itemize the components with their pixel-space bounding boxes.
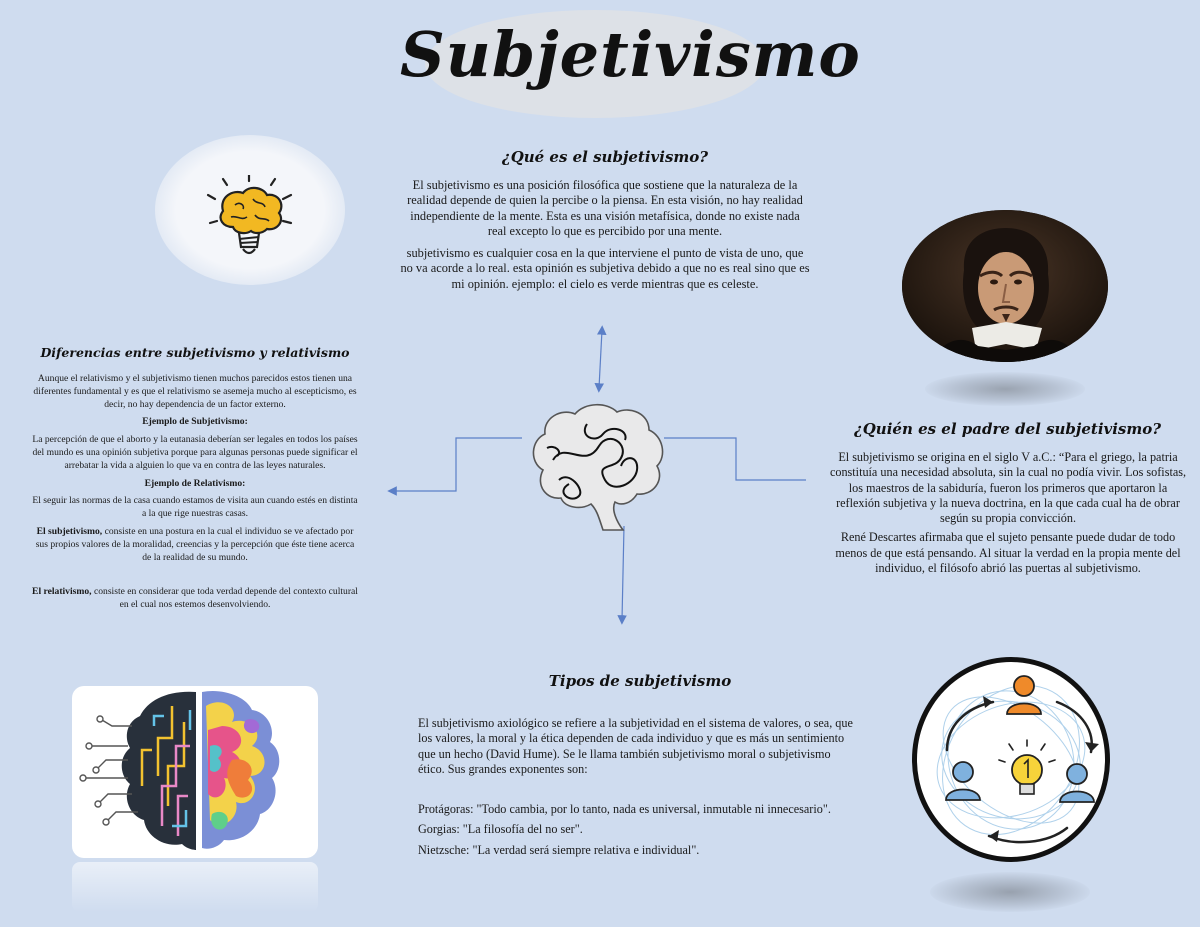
subjetivismo-definicion	[30, 526, 360, 564]
ejemplo-relativismo-label: Ejemplo de Relativismo:	[144, 477, 246, 489]
portrait-shadow	[925, 372, 1085, 406]
brain-circuit-art-image	[72, 686, 318, 858]
diferencias-intro: Aunque el relativismo y el subjetivismo tienen muchos parecidos estos tienen una diferentes fundamental y es que el relativismo se asemeja mucho al escepticismo, es decir, no hay dependencia de un factor externo.	[33, 373, 357, 410]
subjetivismo-rest: consiste en una postura en la cual el individuo se ve afectado por sus propios valores de la moralidad, creencias y la percepción que éste tiene acerca de la realidad de su mundo.	[35, 525, 355, 563]
padre-heading: ¿Quién es el padre del subjetivismo?	[853, 420, 1162, 438]
quote-gorgias: Gorgias: "La filosofía del no ser".	[418, 822, 583, 837]
page-title: Subjetivismo	[400, 18, 861, 91]
relativismo-definicion	[30, 586, 360, 612]
tipos-paragraph: El subjetivismo axiológico se refiere a la subjetividad en el sistema de valores, o sea, que los valores, la moral y la ética dependen de cada individuo y que es más un sentimiento que un hecho (David Hume). Se le llama también subjetivismo moral o subjetivismo ético. Sus grandes exponentes son:	[418, 716, 853, 776]
image-reflection	[72, 862, 318, 912]
que-es-heading: ¿Qué es el subjetivismo?	[501, 148, 709, 166]
ejemplo-subjetivismo-text: La percepción de que el aborto y la eutanasia deberían ser legales en todos los países del mundo es una opinión subjetiva porque para algunas personas puede significar el arrebatar la vida a alguien lo que va en contra de las leyes naturales.	[32, 434, 358, 471]
subjetivismo-bold: El subjetivismo,	[36, 525, 103, 537]
quote-protagoras: Protágoras: "Todo cambia, por lo tanto, nada es universal, inmutable ni innecesario".	[418, 802, 831, 817]
portrait-image	[902, 210, 1108, 362]
que-es-paragraph-2: subjetivismo es cualquier cosa en la que interviene el punto de vista de uno, que no va acorde a lo real. esta opinión es subjetiva debido a que no es real sino que es mi opinión. ejemplo: el cielo es verde mientras que es celeste.	[400, 246, 810, 291]
tipos-section	[418, 716, 858, 858]
ejemplo-relativismo-text: El seguir las normas de la casa cuando estamos de visita aun cuando estés en distinta a la que rige nuestras casas.	[32, 495, 358, 520]
tipos-heading: Tipos de subjetivismo	[548, 672, 732, 690]
relativismo-bold: El relativismo,	[32, 586, 92, 598]
padre-paragraph-2: René Descartes afirmaba que el sujeto pensante puede dudar de todo menos de que está pensando. Al situar la verdad en la propia mente del individuo, el filósofo abrió las puertas al subjetivismo.	[835, 530, 1181, 576]
brain-doodle-icon	[525, 400, 670, 535]
que-es-paragraph-1: El subjetivismo es una posición filosófica que sostiene que la naturaleza de la realidad depende de quien la percibe o la piensa. En esta visión, no hay realidad independiente de la mente. Esta es una visión metafísica, donde no existe nada real excepto lo que es percibido por una mente.	[407, 178, 803, 238]
relativismo-rest: consiste en considerar que toda verdad depende del contexto cultural en el cual nos estemos desenvolviendo.	[91, 586, 358, 611]
lightbulb-brain-icon	[205, 175, 297, 260]
circle-shadow	[930, 872, 1090, 912]
quote-nietzsche: Nietzsche: "La verdad será siempre relativa e individual".	[418, 842, 700, 857]
que-es-section	[400, 178, 810, 292]
padre-section	[828, 450, 1188, 576]
padre-paragraph-1: El subjetivismo se origina en el siglo V a.C.: “Para el griego, la patria constituía una necesidad absoluta, sin la cual no podía vivir. Los sofistas, los maestros de la sabiduría, fueron los primeros que aportaron la reflexión subjetiva y la nueva doctrina, en la que cada cual ha de obrar según su propia convicción.	[829, 450, 1187, 526]
ejemplo-subjetivismo-label: Ejemplo de Subjetivismo:	[142, 416, 248, 428]
diferencias-heading: Diferencias entre subjetivismo y relativismo	[40, 345, 350, 360]
diferencias-section	[30, 373, 360, 612]
people-idea-icon	[912, 657, 1110, 862]
